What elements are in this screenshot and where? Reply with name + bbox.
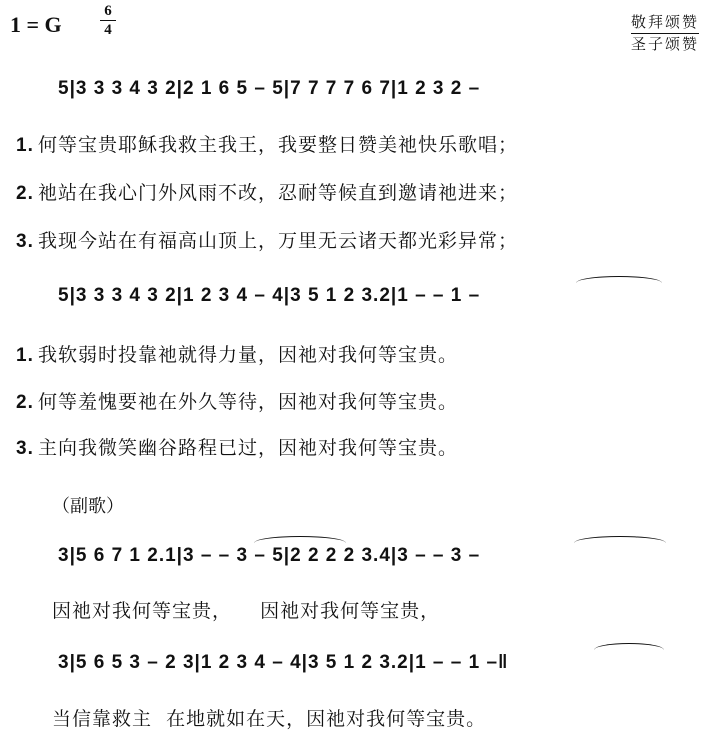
tie-mark: [576, 276, 662, 283]
verse-number: 1.: [16, 135, 34, 156]
meter-top: 6: [104, 3, 112, 19]
lyric-line-verse1-2: [16, 178, 518, 205]
verse-number: 2.: [16, 392, 34, 413]
lyric-line-verse2-1: [16, 340, 458, 367]
lyric-line-chorus-1: 因祂对我何等宝贵， 因祂对我何等宝贵，: [52, 600, 441, 622]
time-signature: [100, 3, 116, 38]
lyric-line-chorus-2: 当信靠救主 在地就如在天，因祂对我何等宝贵。: [52, 708, 487, 730]
lyric-text: 我软弱时投靠祂就得力量，因祂对我何等宝贵。: [38, 344, 459, 366]
notation-line-2: 5|3 3 3 4 3 2|1 2 3 4 – 4|3 5 1 2 3.2|1 – – 1 –: [58, 285, 481, 306]
notation-line-1: 5|3 3 3 4 3 2|2 1 6 5 – 5|7 7 7 7 6 7|1 2 3 2 –: [58, 78, 481, 99]
key-signature: 1 = G: [10, 12, 62, 37]
lyric-line-verse1-3: [16, 226, 518, 253]
notation-line-chorus-1: 3|5 6 7 1 2.1|3 – – 3 – 5|2 2 2 2 3.4|3 – – 3 –: [58, 545, 481, 566]
chorus-label: （副歌）: [52, 496, 124, 517]
verse-number: 1.: [16, 345, 34, 366]
collection-heading: [631, 12, 699, 54]
lyric-text: 主向我微笑幽谷路程已过，因祂对我何等宝贵。: [38, 437, 459, 459]
notation-line-chorus-2: 3|5 6 5 3 – 2 3|1 2 3 4 – 4|3 5 1 2 3.2|1 – – 1 –‖: [58, 652, 509, 673]
collection-category: 敬拜颂赞: [631, 12, 699, 34]
lyric-text: 我现今站在有福高山顶上，万里无云诸天都光彩异常；: [38, 230, 519, 252]
verse-number: 3.: [16, 231, 34, 252]
lyric-line-verse1-1: [16, 130, 518, 157]
lyric-text: 何等羞愧要祂在外久等待，因祂对我何等宝贵。: [38, 391, 459, 413]
tie-mark: [594, 643, 664, 650]
verse-number: 2.: [16, 183, 34, 204]
lyric-text: 何等宝贵耶稣我救主我王，我要整日赞美祂快乐歌唱；: [38, 134, 519, 156]
verse-number: 3.: [16, 438, 34, 459]
tie-mark: [254, 536, 346, 543]
lyric-line-verse2-2: [16, 387, 458, 414]
meter-divider: [100, 20, 116, 21]
collection-subcategory: 圣子颂赞: [630, 35, 699, 53]
meter-bottom: 4: [104, 22, 112, 38]
lyric-text: 祂站在我心门外风雨不改，忍耐等候直到邀请祂进来；: [38, 182, 519, 204]
lyric-line-verse2-3: [16, 433, 458, 460]
tie-mark: [574, 536, 666, 543]
